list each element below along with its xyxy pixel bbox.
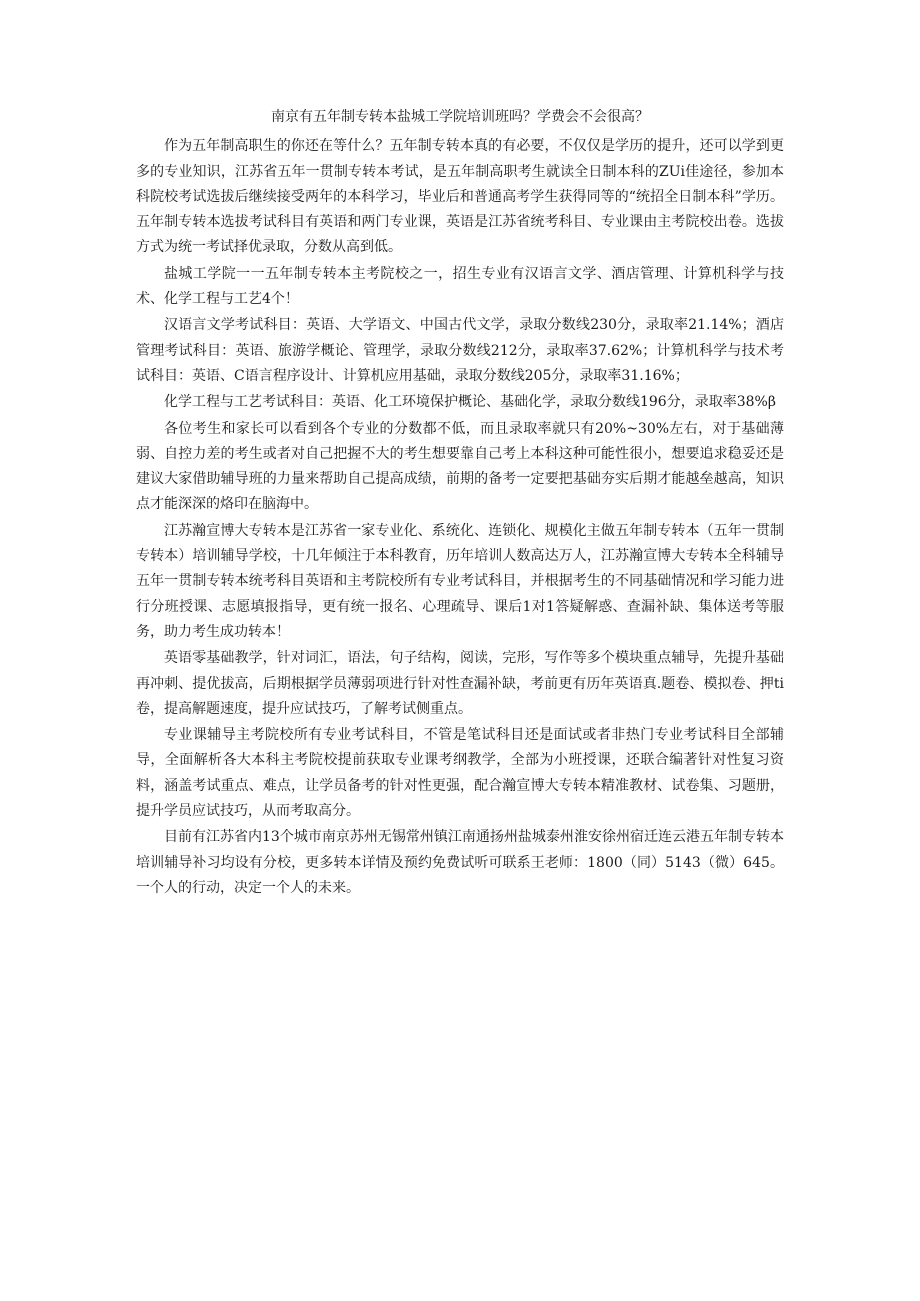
document-title: 南京有五年制专转本盐城工学院培训班吗？学费会不会很高？ xyxy=(271,109,649,125)
paragraph-advice: 各位考生和家长可以看到各个专业的分数都不低，而且录取率就只有20%~30%左右，对于基础薄弱、自控力差的考生或者对自己把握不大的考生想要靠自己考上本科这种可能性很小，想要追求稳妥还是建议大家借助辅导班的力量来帮助自己提高成绩，前期的备考一定要把基础夯实后期才能越垒越高，知识点才能深深的烙印在脑海中。 xyxy=(136,420,784,513)
paragraph-branches-contact: 目前有江苏省内13个城市南京苏州无锡常州镇江南通扬州盐城泰州淮安徐州宿迁连云港五年制专转本培训辅导补习均设有分校，更多转本详情及预约免费试听可联系王老师：1800（同）5143（微）645。一个人的行动，决定一个人的未来。 xyxy=(136,829,784,896)
document-page xyxy=(136,105,784,901)
paragraph-major-courses: 专业课辅导主考院校所有专业考试科目，不管是笔试科目还是面试或者非热门专业考试科目全部辅导，全面解析各大本科主考院校提前获取专业课考纲教学，全部为小班授课，还联合编著针对性复习资料，涵盖考试重点、难点，让学员备考的针对性更强，配合瀚宣博大专转本精准教材、试卷集、习题册，提升学员应试技巧，从而考取高分。 xyxy=(136,727,784,820)
paragraph-school-intro: 江苏瀚宣博大专转本是江苏省一家专业化、系统化、连锁化、规模化主做五年制专转本（五年一贯制专转本）培训辅导学校，十几年倾注于本科教育，历年培训人数高达万人，江苏瀚宣博大专转本全科辅导五年一贯制专转本统考科目英语和主考院校所有专业考试科目，并根据考生的不同基础情况和学习能力进行分班授课、志愿填报指导，更有统一报名、心理疏导、课后1对1答疑解惑、查漏补缺、集体送考等服务，助力考生成功转本！ xyxy=(136,522,784,640)
paragraph-yancheng-majors: 盐城工学院一一五年制专转本主考院校之一，招生专业有汉语言文学、酒店管理、计算机科学与技术、化学工程与工艺4个！ xyxy=(136,265,784,308)
paragraph-chemical-engineering: 化学工程与工艺考试科目：英语、化工环境保护概论、基础化学，录取分数线196分，录取率38%β xyxy=(164,394,776,411)
paragraph-major-scores: 汉语言文学考试科目：英语、大学语文、中国古代文学，录取分数线230分，录取率21.14%；酒店管理考试科目：英语、旅游学概论、管理学，录取分数线212分，录取率37.62%；计算机科学与技术考试科目：英语、C语言程序设计、计算机应用基础，录取分数线205分，录取率31.16%； xyxy=(136,317,784,384)
paragraph-intro: 作为五年制高职生的你还在等什么？五年制专转本真的有必要，不仅仅是学历的提升，还可以学到更多的专业知识，江苏省五年一贯制专转本考试，是五年制高职考生就读全日制本科的ZUi佳途径，参加本科院校考试选拔后继续接受两年的本科学习，毕业后和普通高考学生获得同等的“统招全日制本科”学历。五年制专转本选拔考试科目有英语和两门专业课，英语是江苏省统考科目、专业课由主考院校出卷。选拔方式为统一考试择优录取，分数从高到低。 xyxy=(136,138,784,256)
paragraph-english-teaching: 英语零基础教学，针对词汇，语法，句子结构，阅读，完形，写作等多个模块重点辅导，先提升基础再冲刺、提优拔高，后期根据学员薄弱项进行针对性查漏补缺，考前更有历年英语真.题卷、模拟卷、押ti卷，提高解题速度，提升应试技巧，了解考试侧重点。 xyxy=(136,650,784,717)
